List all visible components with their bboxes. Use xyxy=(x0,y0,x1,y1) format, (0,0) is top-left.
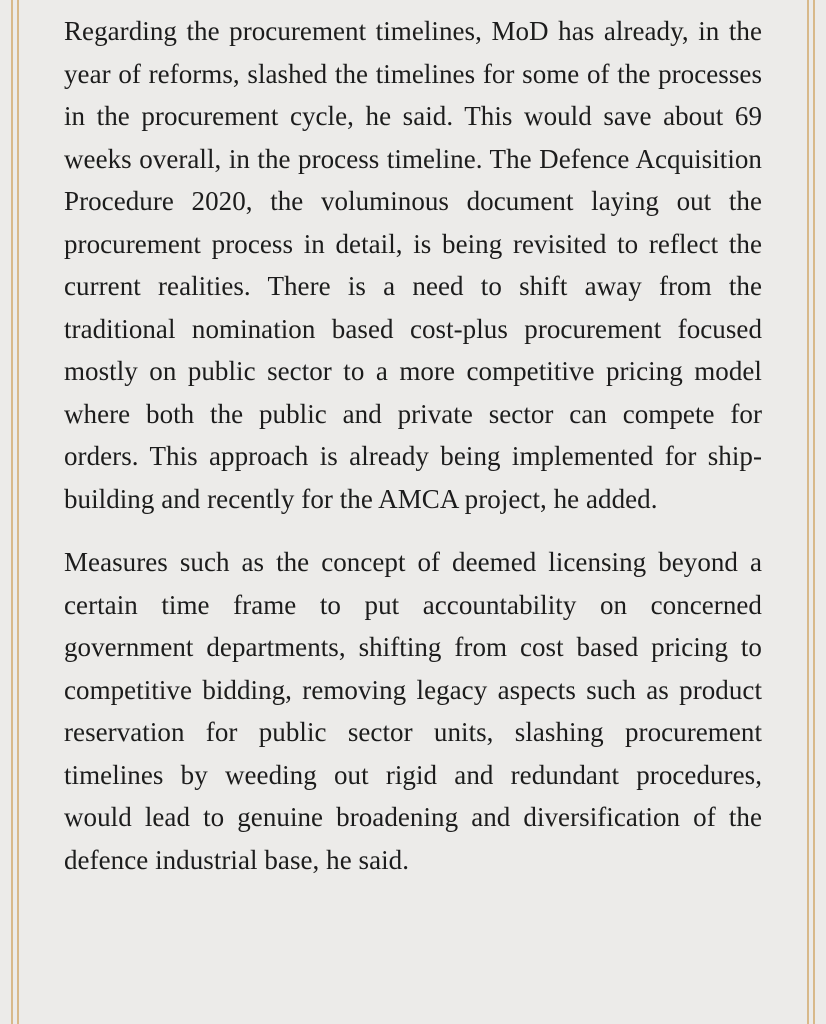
left-border-inner xyxy=(17,0,19,1024)
left-border-outer xyxy=(11,0,13,1024)
article-paragraph-1: Regarding the procurement timelines, MoD has already, in the year of reforms, slashed the timelines for some of the processes in the procurement cycle, he said. This would save about 69 weeks overall, in the process timeline. The Defence Acquisition Procedure 2020, the voluminous document laying out the procurement process in detail, is being revisited to reflect the current realities. There is a need to shift away from the traditional nomination based cost-plus procurement focused mostly on public sector to a more competitive pricing model where both the public and private sector can compete for orders. This approach is already being implemented for ship-building and recently for the AMCA project, he added. xyxy=(64,16,762,514)
right-border-inner xyxy=(807,0,809,1024)
right-border-outer xyxy=(813,0,815,1024)
article-paragraph-2: Measures such as the concept of deemed licensing beyond a certain time frame to put accountability on concerned government departments, shifting from cost based pricing to competitive bidding, removing legacy aspects such as product reservation for public sector units, slashing procurement timelines by weeding out rigid and redundant procedures, would lead to genuine broadening and diversification of the defence industrial base, he said. xyxy=(64,547,762,875)
article-body xyxy=(64,10,762,881)
